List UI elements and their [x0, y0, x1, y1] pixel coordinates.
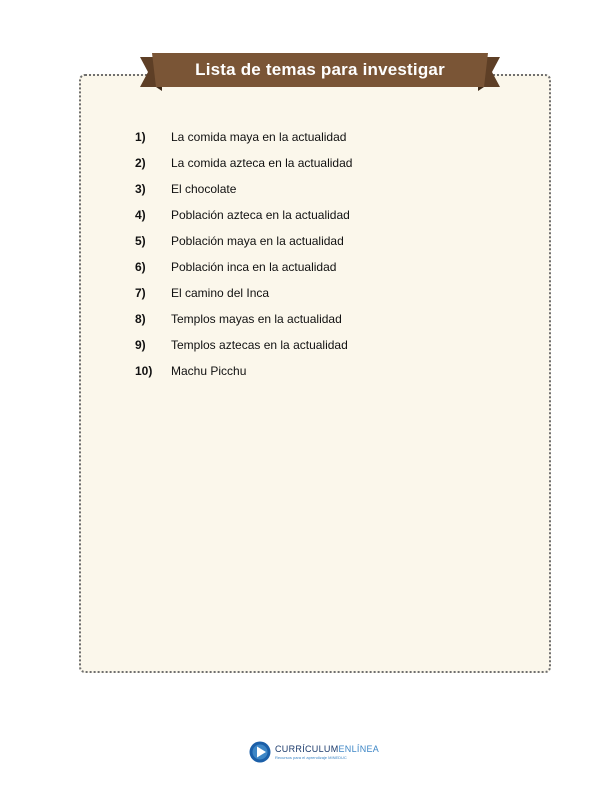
item-text: Machu Picchu [171, 364, 247, 378]
brand-tagline: Recursos para el aprendizaje MINEDUC [275, 754, 347, 760]
item-number: 6) [135, 260, 146, 274]
item-number: 7) [135, 286, 146, 300]
curriculum-en-linea-logo [249, 741, 379, 763]
item-text: Población inca en la actualidad [171, 260, 337, 274]
item-text: La comida azteca en la actualidad [171, 156, 353, 170]
item-text: La comida maya en la actualidad [171, 130, 347, 144]
list-item [135, 124, 352, 150]
brand-name [275, 745, 379, 754]
item-number: 8) [135, 312, 146, 326]
item-text: Población azteca en la actualidad [171, 208, 350, 222]
item-number: 2) [135, 156, 146, 170]
page-title: Lista de temas para investigar [195, 60, 445, 79]
brand-name-light: ENLÍNEA [338, 743, 380, 754]
logo-wordmark [275, 745, 379, 760]
item-number: 3) [135, 182, 146, 196]
list-item [135, 176, 352, 202]
brand-name-dark: CURRÍCULUM [275, 743, 339, 754]
item-text: El camino del Inca [171, 286, 270, 300]
item-number: 5) [135, 234, 146, 248]
title-banner [140, 53, 500, 91]
list-item [135, 254, 352, 280]
item-text: Templos mayas en la actualidad [171, 312, 342, 326]
list-item [135, 202, 352, 228]
list-item [135, 228, 352, 254]
play-arrow-icon [249, 741, 271, 763]
list-item [135, 332, 352, 358]
item-text: El chocolate [171, 182, 237, 196]
item-number: 1) [135, 130, 146, 144]
topics-list [135, 124, 352, 384]
item-number: 9) [135, 338, 146, 352]
list-item [135, 150, 352, 176]
item-number: 10) [135, 364, 153, 378]
item-text: Población maya en la actualidad [171, 234, 344, 248]
list-item [135, 280, 352, 306]
list-item [135, 358, 352, 384]
item-number: 4) [135, 208, 146, 222]
list-item [135, 306, 352, 332]
item-text: Templos aztecas en la actualidad [171, 338, 348, 352]
